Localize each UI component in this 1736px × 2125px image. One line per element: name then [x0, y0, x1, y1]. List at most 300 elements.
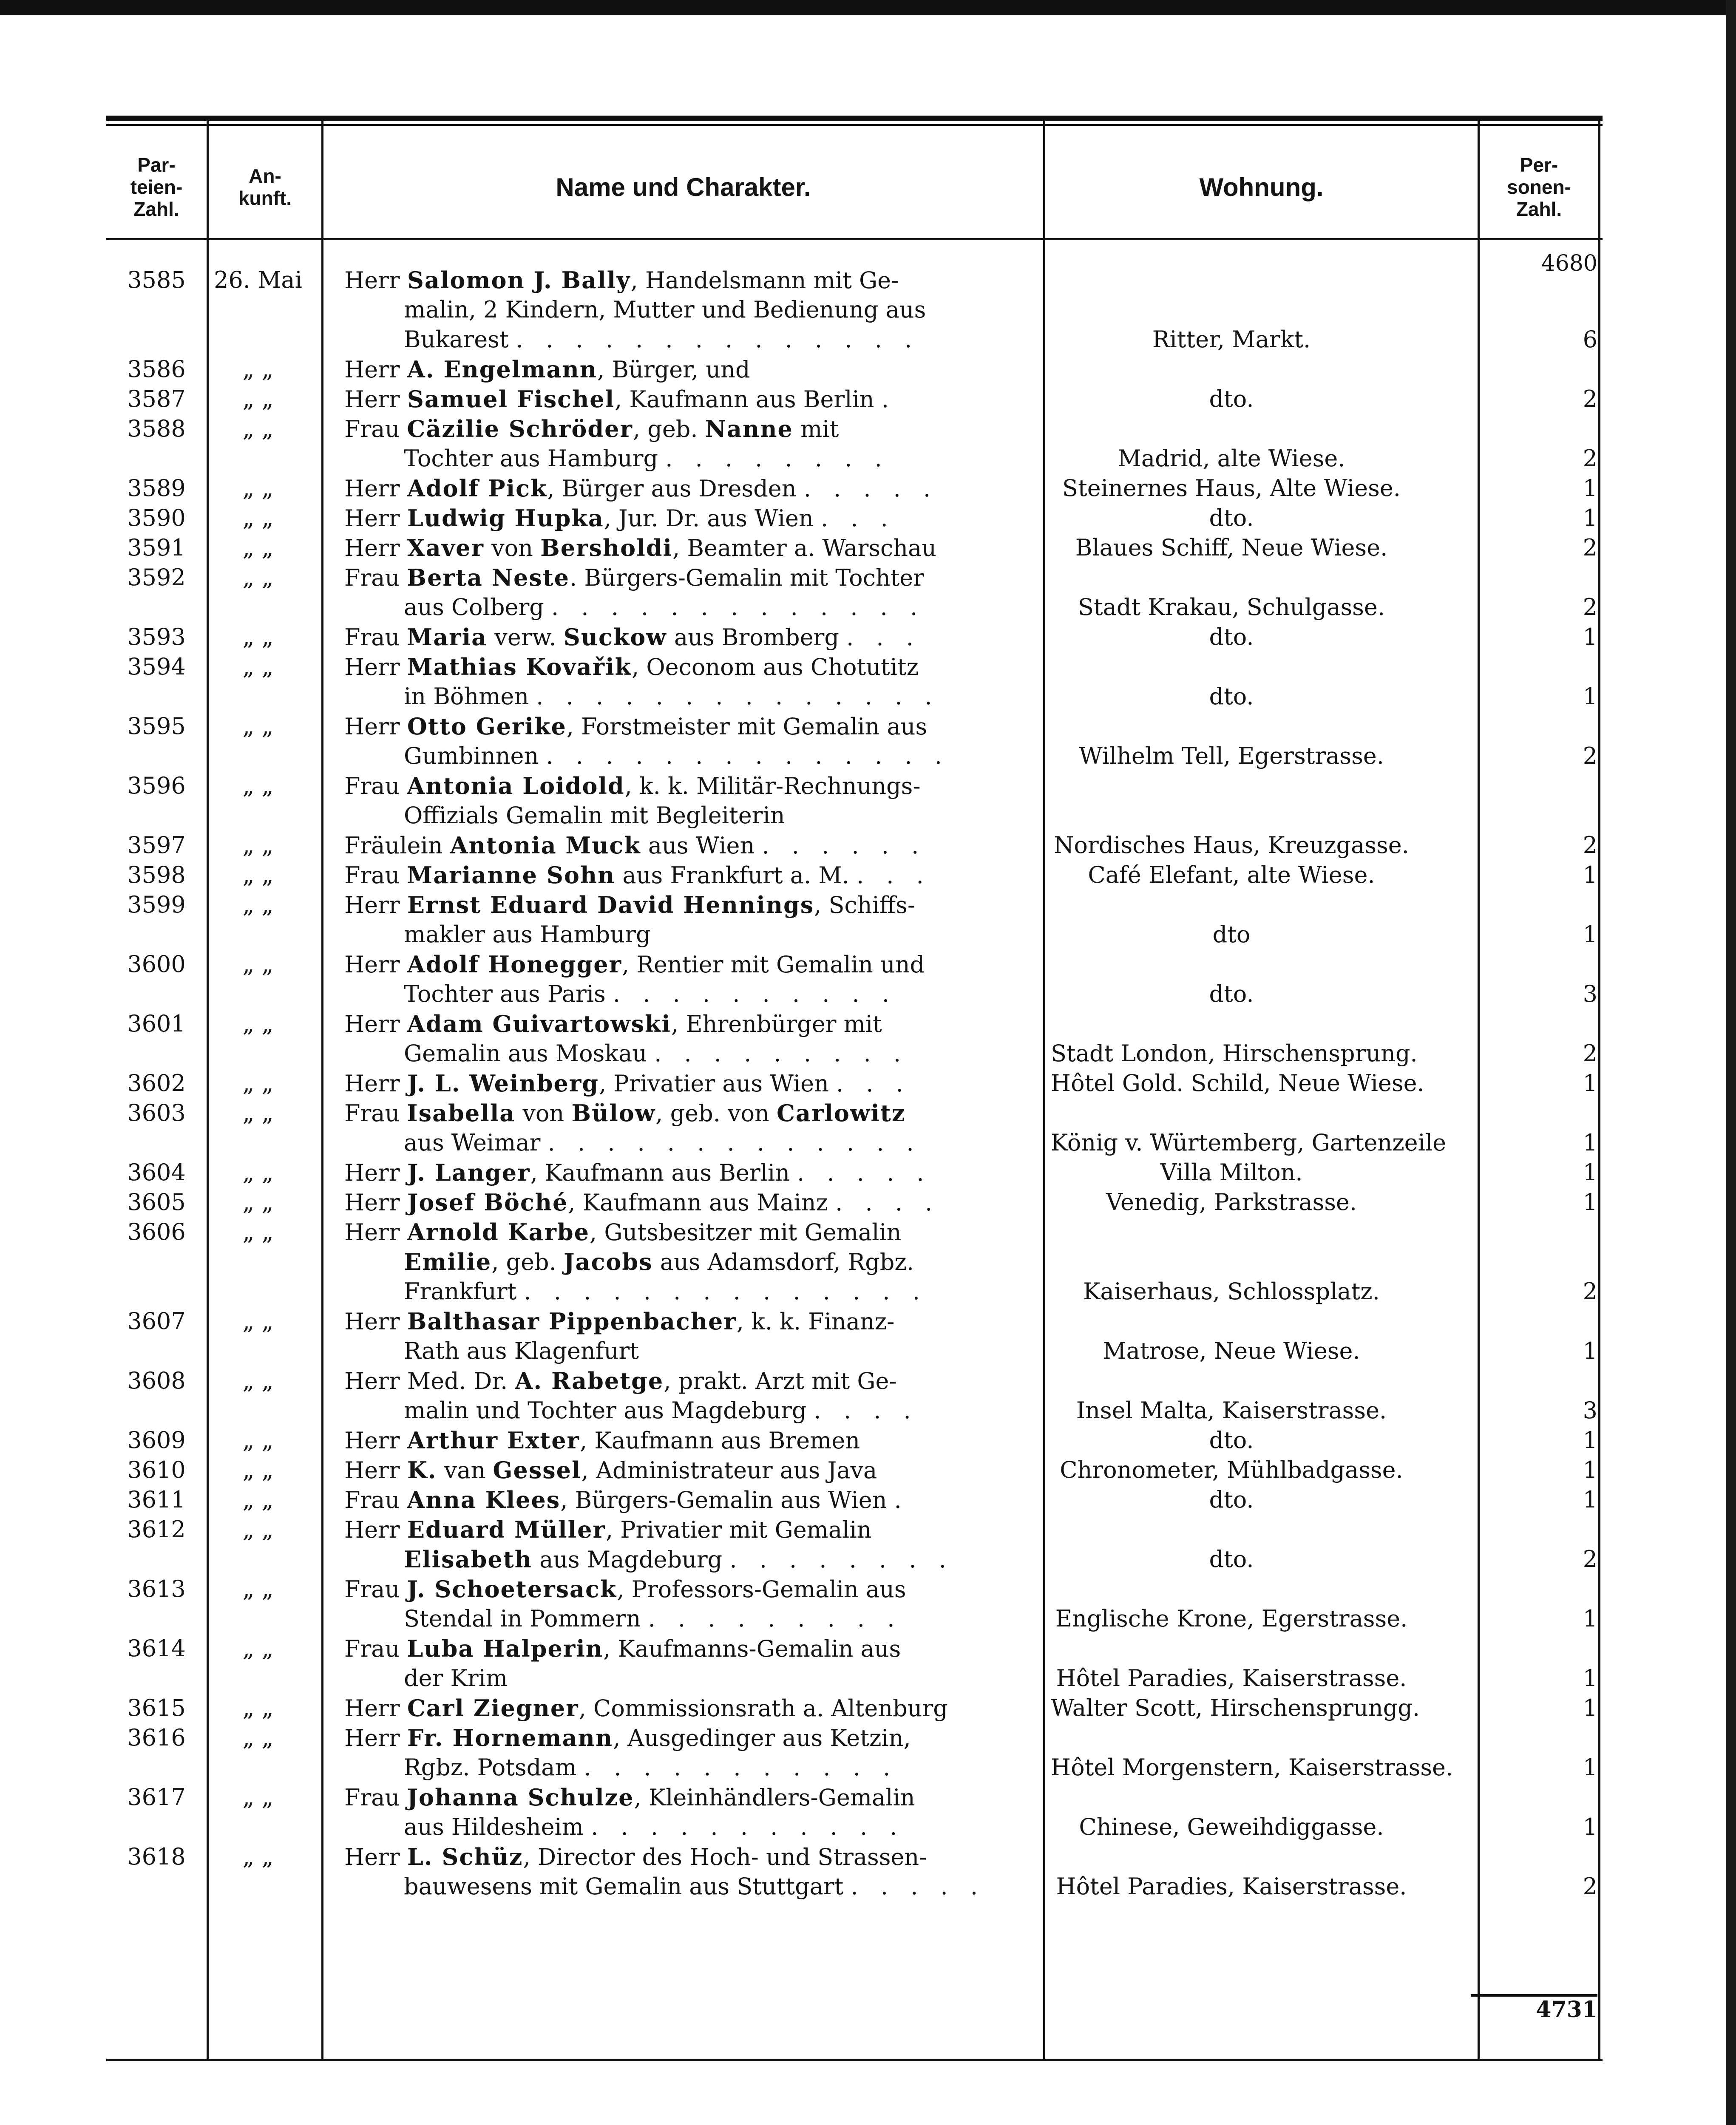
entry-line — [106, 1217, 1603, 1247]
entry-text: Herr — [344, 475, 407, 502]
entry-text: Herr — [344, 267, 407, 294]
person-count: 1 — [1583, 1427, 1597, 1454]
name-and-character — [404, 1247, 1131, 1277]
name-and-character — [344, 265, 1131, 295]
entry-line — [106, 1485, 1603, 1515]
guest-name: Otto Gerike — [407, 713, 567, 740]
guest-name: Arthur Exter — [407, 1427, 580, 1454]
party-number: 3600 — [127, 951, 186, 978]
guest-name: Maria — [407, 623, 488, 651]
entry-line — [106, 1128, 1603, 1158]
entry-line — [106, 1306, 1603, 1336]
arrival-date: „ „ — [242, 623, 274, 650]
entry-text: , Administrateur aus Java — [581, 1457, 877, 1484]
entry-text: , Handelsmann mit Ge- — [630, 267, 899, 294]
name-and-character — [344, 1693, 1131, 1723]
entry-text: Frankfurt — [404, 1278, 524, 1305]
entry-text: Bukarest — [404, 326, 516, 353]
entry-text: , Privatier aus Wien — [599, 1070, 837, 1097]
guest-name: Josef Böché — [407, 1189, 568, 1216]
entry-text: , Oeconom aus Chotutitz — [632, 654, 919, 680]
guest-name: Fr. Hornemann — [407, 1724, 613, 1751]
table-row — [106, 711, 1603, 771]
entry-text: , Rentier mit Gemalin und — [622, 951, 925, 978]
dot-leader: . . . . . . . . . . . . . — [547, 1129, 922, 1156]
name-and-character — [344, 1098, 1131, 1128]
entry-text: , Kaufmanns-Gemalin aus — [603, 1635, 901, 1662]
residence: Kaiserhaus, Schlossplatz. — [1083, 1278, 1380, 1305]
person-count: 1 — [1583, 1129, 1597, 1156]
entry-text: , Kaufmann aus Mainz — [568, 1189, 836, 1216]
person-count: 1 — [1583, 1605, 1597, 1632]
name-and-character — [404, 1396, 1131, 1425]
entry-text: Herr Med. Dr. — [344, 1368, 515, 1394]
entry-line — [106, 1663, 1603, 1693]
party-number: 3586 — [127, 356, 186, 382]
residence: Walter Scott, Hirschensprungg. — [1051, 1694, 1420, 1721]
entry-text: Frau — [344, 1576, 407, 1603]
name-and-character — [344, 1158, 1131, 1188]
person-count: 1 — [1583, 683, 1597, 710]
entry-text: aus Frankfurt a. M. — [615, 862, 857, 889]
entry-text: Fräulein — [344, 832, 450, 859]
entry-text: Offizials Gemalin mit Begleiterin — [404, 802, 785, 829]
entry-text: Herr — [344, 951, 407, 978]
entry-text: , Bürgers-Gemalin aus Wien . — [560, 1487, 902, 1513]
entry-line — [106, 711, 1603, 741]
entry-text: Herr — [344, 1844, 407, 1870]
arrival-date: „ „ — [242, 1635, 274, 1662]
entry-text: bauwesens mit Gemalin aus Stuttgart — [404, 1873, 851, 1900]
entry-text: Herr — [344, 386, 407, 413]
arrival-date: „ „ — [242, 1575, 274, 1602]
entry-text: Herr — [344, 1695, 407, 1722]
guest-name: Cäzilie Schröder — [407, 415, 633, 442]
entry-text: malin und Tochter aus Magdeburg — [404, 1397, 814, 1424]
entry-line — [106, 1366, 1603, 1396]
guest-name: Elisabeth — [404, 1546, 532, 1573]
entry-text: , Professors-Gemalin aus — [617, 1576, 906, 1603]
entry-text: , Bürger, und — [597, 356, 750, 383]
table-row — [106, 652, 1603, 711]
arrival-date: „ „ — [242, 891, 274, 918]
guest-name: Marianne Sohn — [407, 861, 616, 889]
entry-text: Herr — [344, 1516, 407, 1543]
entry-line — [106, 1872, 1603, 1901]
party-number: 3590 — [127, 504, 186, 531]
arrival-date: „ „ — [242, 772, 274, 799]
table-row — [106, 1723, 1603, 1782]
party-number: 3606 — [127, 1218, 186, 1245]
residence: Ritter, Markt. — [1152, 326, 1311, 353]
residence: Madrid, alte Wiese. — [1118, 445, 1345, 472]
guest-name: Adolf Pick — [407, 475, 547, 502]
person-count: 1 — [1583, 1337, 1597, 1364]
guest-name: Luba Halperin — [407, 1635, 604, 1662]
arrival-date: „ „ — [242, 1516, 274, 1543]
guest-name: Ludwig Hupka — [407, 504, 604, 532]
header-rule — [106, 238, 1603, 240]
arrival-date: „ „ — [242, 832, 274, 858]
person-count: 2 — [1583, 1873, 1597, 1900]
residence: dto. — [1209, 1546, 1254, 1572]
entry-line — [106, 801, 1603, 830]
arrival-date: „ „ — [242, 951, 274, 978]
entry-line — [106, 652, 1603, 682]
table-row — [106, 1098, 1603, 1158]
guest-name: K. — [407, 1456, 437, 1484]
arrival-date: „ „ — [242, 653, 274, 680]
arrival-date: „ „ — [242, 1367, 274, 1394]
residence: Hôtel Morgenstern, Kaiserstrasse. — [1051, 1754, 1453, 1781]
header-persons: Per- sonen- Zahl. — [1507, 154, 1571, 220]
table-row — [106, 1782, 1603, 1842]
residence: dto. — [1209, 683, 1254, 710]
entry-text: Rath aus Klagenfurt — [404, 1337, 639, 1364]
dot-leader: . . . . . . . . . . . . . . — [516, 326, 920, 353]
entry-text: , geb. — [491, 1249, 564, 1275]
arrival-date: „ „ — [242, 1784, 274, 1810]
name-and-character — [344, 830, 1131, 861]
entry-line — [106, 325, 1603, 354]
party-number: 3595 — [127, 713, 186, 740]
entry-text: , Ehrenbürger mit — [671, 1011, 882, 1037]
entry-text: aus Colberg — [404, 594, 552, 620]
guest-name: Anna Klees — [407, 1486, 561, 1513]
guest-name: Mathias Kovařik — [407, 653, 632, 680]
person-count: 1 — [1583, 1813, 1597, 1840]
party-number: 3592 — [127, 564, 186, 591]
entry-text: , prakt. Arzt mit Ge- — [664, 1368, 897, 1394]
entry-line — [106, 1455, 1603, 1485]
guest-name: Gessel — [493, 1456, 582, 1484]
guest-name: Carl Ziegner — [407, 1694, 579, 1722]
entry-line — [106, 741, 1603, 771]
header-name: Name und Charakter. — [556, 173, 811, 201]
entry-line — [106, 384, 1603, 414]
guest-name: Adam Guivartowski — [407, 1010, 671, 1037]
entry-text: aus Wien — [641, 832, 762, 859]
entry-text: , Schiffs- — [814, 892, 916, 918]
residence: dto — [1212, 921, 1251, 948]
name-and-character — [404, 592, 1131, 622]
table-row — [106, 503, 1603, 533]
arrival-date: „ „ — [242, 534, 274, 561]
entry-text: Stendal in Pommern — [404, 1605, 648, 1632]
person-count: 1 — [1583, 1486, 1597, 1513]
residence: Stadt Krakau, Schulgasse. — [1078, 594, 1385, 620]
entry-line — [106, 920, 1603, 949]
party-number: 3603 — [127, 1099, 186, 1126]
name-and-character — [344, 1187, 1131, 1218]
table-row — [106, 1009, 1603, 1068]
party-number: 3585 — [127, 266, 186, 293]
party-number: 3611 — [127, 1486, 186, 1513]
entry-line — [106, 444, 1603, 473]
residence: Matrose, Neue Wiese. — [1103, 1337, 1360, 1364]
entry-text: Frau — [344, 416, 407, 442]
dot-leader: . . . . . — [803, 475, 939, 502]
entry-line — [106, 979, 1603, 1009]
residence: Steinernes Haus, Alte Wiese. — [1062, 475, 1401, 502]
dot-leader: . . . . . . — [762, 832, 927, 859]
guest-name: Adolf Honegger — [407, 951, 622, 978]
header-residence: Wohnung. — [1199, 173, 1324, 201]
entry-text: , Gutsbesitzer mit Gemalin — [590, 1219, 902, 1246]
name-and-character — [344, 414, 1131, 444]
arrival-date: „ „ — [242, 504, 274, 531]
party-number: 3610 — [127, 1456, 186, 1483]
entry-line — [106, 1544, 1603, 1574]
name-and-character — [344, 1009, 1131, 1039]
entry-line — [106, 563, 1603, 592]
person-count: 3 — [1583, 980, 1597, 1007]
guest-name: Salomon J. Bally — [407, 266, 631, 294]
entries-list — [106, 265, 1603, 1901]
party-number: 3597 — [127, 832, 186, 858]
dot-leader: . . . — [836, 1070, 911, 1097]
entry-line — [106, 295, 1603, 325]
entry-text: Herr — [344, 505, 407, 532]
arrival-date: „ „ — [242, 1189, 274, 1216]
person-count: 2 — [1583, 1278, 1597, 1305]
entry-text: Frau — [344, 1635, 407, 1662]
residence: Hôtel Gold. Schild, Neue Wiese. — [1051, 1070, 1424, 1096]
dot-leader: . . . . . — [797, 1159, 932, 1186]
table-row — [106, 1842, 1603, 1901]
name-and-character — [344, 533, 1131, 563]
entry-text: , Kaufmann aus Bremen — [580, 1427, 860, 1454]
party-number: 3613 — [127, 1575, 186, 1602]
entry-text: Frau — [344, 862, 407, 889]
entry-line — [106, 533, 1603, 563]
entry-text: , Director des Hoch- und Strassen- — [523, 1844, 927, 1870]
name-and-character — [404, 1039, 1131, 1068]
arrival-date: „ „ — [242, 1694, 274, 1721]
entry-text: Frau — [344, 624, 407, 651]
entry-text: in Böhmen — [404, 683, 536, 710]
entry-line — [106, 1158, 1603, 1187]
party-number: 3607 — [127, 1308, 186, 1334]
entry-text: Frau — [344, 1487, 407, 1513]
residence: König v. Würtemberg, Gartenzeile — [1051, 1129, 1447, 1156]
entry-text: Herr — [344, 1070, 407, 1097]
name-and-character — [344, 890, 1131, 920]
entry-line — [106, 1634, 1603, 1663]
person-count: 2 — [1583, 445, 1597, 472]
residence: Englische Krone, Egerstrasse. — [1055, 1605, 1408, 1632]
person-count: 1 — [1583, 475, 1597, 502]
guest-name: Johanna Schulze — [407, 1784, 634, 1811]
arrival-date: „ „ — [242, 1724, 274, 1751]
person-count: 1 — [1583, 1070, 1597, 1096]
entry-line — [106, 265, 1603, 295]
arrival-date: „ „ — [242, 1843, 274, 1870]
residence: Nordisches Haus, Kreuzgasse. — [1054, 832, 1409, 858]
party-number: 3615 — [127, 1694, 186, 1721]
header-arrival: An- kunft. — [238, 165, 292, 209]
table-row — [106, 1455, 1603, 1485]
entry-text: Herr — [344, 1725, 407, 1751]
party-number: 3599 — [127, 891, 186, 918]
party-number: 3594 — [127, 653, 186, 680]
guest-name: Xaver — [407, 534, 484, 561]
entry-text: Frau — [344, 1784, 407, 1811]
name-and-character — [404, 801, 1131, 830]
person-count: 1 — [1583, 1694, 1597, 1721]
guest-name: Berta Neste — [407, 564, 570, 591]
dot-leader: . . . . . . . . — [729, 1546, 954, 1573]
arrival-date: „ „ — [242, 1159, 274, 1186]
name-and-character — [344, 771, 1131, 801]
person-count: 1 — [1583, 504, 1597, 531]
entry-text: verw. — [487, 624, 564, 651]
guest-name: Balthasar Pippenbacher — [407, 1308, 737, 1335]
table-row — [106, 533, 1603, 563]
arrival-date: „ „ — [242, 1099, 274, 1126]
entry-text: Rgbz. Potsdam — [404, 1754, 584, 1781]
party-number: 3614 — [127, 1635, 186, 1662]
dot-leader: . . . . . . . . — [665, 445, 890, 472]
entry-text: Herr — [344, 356, 407, 383]
party-number: 3612 — [127, 1516, 186, 1543]
name-and-character — [344, 563, 1131, 593]
residence: dto. — [1209, 504, 1254, 531]
dot-leader: . . . — [846, 624, 921, 651]
entry-line — [106, 592, 1603, 622]
party-number: 3591 — [127, 534, 186, 561]
person-count: 1 — [1583, 623, 1597, 650]
person-count: 2 — [1583, 742, 1597, 769]
name-and-character — [344, 860, 1131, 890]
entry-text: , k. k. Militär-Rechnungs- — [624, 773, 921, 799]
entry-text: Herr — [344, 1457, 407, 1484]
entry-text: Gemalin aus Moskau — [404, 1040, 655, 1067]
name-and-character — [344, 1306, 1131, 1337]
entry-line — [106, 1187, 1603, 1217]
name-and-character — [344, 1366, 1131, 1396]
carried-total: 4680 — [1541, 251, 1597, 276]
scan-right-edge — [1726, 0, 1736, 2125]
name-and-character — [404, 1604, 1131, 1634]
name-and-character — [344, 622, 1131, 652]
name-and-character — [344, 1515, 1131, 1545]
entry-text: , Beamter a. Warschau — [672, 535, 937, 561]
guest-name: Arnold Karbe — [407, 1218, 590, 1246]
name-and-character — [344, 1217, 1131, 1247]
entry-text: der Krim — [404, 1665, 508, 1692]
top-double-rule — [106, 124, 1603, 126]
name-and-character — [344, 949, 1131, 980]
entry-text: Tochter aus Hamburg — [404, 445, 666, 472]
party-number: 3598 — [127, 861, 186, 888]
party-number: 3608 — [127, 1367, 186, 1394]
entry-line — [106, 949, 1603, 979]
table-row — [106, 384, 1603, 414]
entry-line — [106, 1039, 1603, 1068]
dot-leader: . . . . . . . . . — [648, 1605, 902, 1632]
name-and-character — [404, 682, 1131, 711]
entry-text: aus Hildesheim — [404, 1813, 591, 1840]
entry-line — [106, 414, 1603, 444]
name-and-character — [344, 1842, 1131, 1872]
entry-text: , Kleinhändlers-Gemalin — [634, 1784, 915, 1811]
name-and-character — [404, 325, 1131, 354]
guest-name: Ernst Eduard David Hennings — [407, 891, 814, 918]
residence: Hôtel Paradies, Kaiserstrasse. — [1056, 1873, 1407, 1900]
dot-leader: . . . . . . . . . . . — [584, 1754, 898, 1781]
entry-text: Herr — [344, 1189, 407, 1216]
guest-name: J. L. Weinberg — [407, 1070, 599, 1097]
entry-line — [106, 860, 1603, 890]
residence: Café Elefant, alte Wiese. — [1088, 861, 1375, 888]
person-count: 1 — [1583, 1456, 1597, 1483]
table-row — [106, 563, 1603, 622]
guest-name: Bersholdi — [540, 534, 672, 561]
name-and-character — [344, 1485, 1131, 1515]
table-row — [106, 860, 1603, 890]
entry-text: . Bürgers-Gemalin mit Tochter — [570, 564, 925, 591]
entry-text: aus Weimar — [404, 1129, 548, 1156]
entry-text: Herr — [344, 1427, 407, 1454]
register-table — [106, 116, 1603, 2061]
entry-text: aus Adamsdorf, Rgbz. — [652, 1249, 914, 1275]
table-row — [106, 1515, 1603, 1574]
entry-line — [106, 1098, 1603, 1128]
residence: Wilhelm Tell, Egerstrasse. — [1079, 742, 1384, 769]
entry-text: malin, 2 Kindern, Mutter und Bedienung aus — [404, 296, 926, 323]
guest-name: Suckow — [563, 623, 667, 651]
guest-name: A. Engelmann — [407, 356, 598, 383]
name-and-character — [344, 1634, 1131, 1664]
residence: Stadt London, Hirschensprung. — [1051, 1040, 1418, 1067]
entry-line — [106, 1336, 1603, 1366]
person-count: 1 — [1583, 921, 1597, 948]
name-and-character — [404, 1336, 1131, 1366]
table-row — [106, 1366, 1603, 1425]
table-row — [106, 890, 1603, 949]
table-row — [106, 473, 1603, 503]
party-number: 3601 — [127, 1010, 186, 1037]
entry-line — [106, 1604, 1603, 1634]
entry-text: Gumbinnen — [404, 742, 546, 769]
residence: Chinese, Geweihdiggasse. — [1079, 1813, 1384, 1840]
name-and-character — [404, 444, 1131, 473]
name-and-character — [404, 979, 1131, 1009]
dot-leader: . . . — [820, 505, 896, 532]
arrival-date: „ „ — [242, 1010, 274, 1037]
entry-line — [106, 473, 1603, 503]
name-and-character — [404, 1544, 1131, 1575]
table-row — [106, 354, 1603, 384]
table-row — [106, 1158, 1603, 1187]
dot-leader: . . . . . . . . . . . . . . — [536, 683, 940, 710]
party-number: 3618 — [127, 1843, 186, 1870]
table-row — [106, 1217, 1603, 1306]
name-and-character — [344, 1425, 1131, 1456]
dot-leader: . . . . — [814, 1397, 919, 1424]
person-count: 2 — [1583, 832, 1597, 858]
residence: Blaues Schiff, Neue Wiese. — [1075, 534, 1388, 561]
residence: Hôtel Paradies, Kaiserstrasse. — [1056, 1665, 1407, 1692]
entry-text: Herr — [344, 892, 407, 918]
entry-line — [106, 503, 1603, 533]
table-row — [106, 830, 1603, 860]
person-count: 6 — [1583, 326, 1597, 353]
entry-line — [106, 890, 1603, 920]
dot-leader: . . . — [856, 862, 931, 889]
entry-text: , Commissionsrath a. Altenburg — [579, 1695, 948, 1722]
